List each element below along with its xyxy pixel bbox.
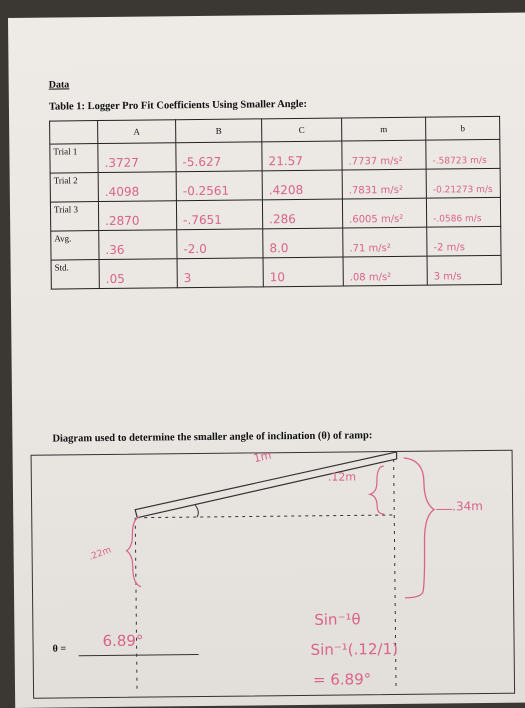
cell-value: .7831 m/s² [349,185,403,197]
ramp-length-label: 1m [252,449,272,466]
cell-value: .3727 [104,156,139,170]
row-label: Std. [51,260,99,290]
cell-value: .286 [269,212,296,226]
row-label: Trial 3 [50,202,98,232]
cell-value: -2 m/s [433,242,465,253]
table-row [51,226,501,260]
worksheet-page [8,13,525,708]
angle-arc [195,505,198,517]
cell-value: -5.627 [182,155,221,169]
cell-value: .7737 m/s² [348,156,402,168]
cell-value: 10 [270,270,285,284]
cell-value: .4098 [105,185,140,199]
header-cell-c: C [262,118,342,142]
low-end-vertical [135,518,137,690]
cell-value: -0.21273 m/s [433,185,493,196]
theta-label: θ = [53,643,67,654]
cell-value: -0.2561 [183,184,229,198]
header-cell [50,121,98,145]
cell-value: -.58723 m/s [432,156,486,167]
cell-value: .08 m/s² [350,272,392,283]
ramp-diagram-box [31,450,516,699]
cell-value: 3 [184,271,192,285]
cell-value: .6005 m/s² [349,214,403,226]
height-brace [404,458,435,598]
header-cell-b: B [176,119,262,143]
row-label: Trial 1 [50,144,98,174]
table-row [50,139,500,173]
cell-value: -2.0 [183,242,207,256]
table-row [50,168,500,202]
work-line-2: Sin⁻¹(.12/1) [311,640,398,659]
table-caption: Table 1: Logger Pro Fit Coefficients Using Smaller Angle: [49,99,307,113]
cell-value: .4208 [269,183,304,197]
diagram-caption: Diagram used to determine the smaller angle of inclination (θ) of ramp: [52,430,372,444]
header-cell-a: A [98,120,176,144]
work-line-1: Sin⁻¹θ [314,610,360,628]
cell-value: -.0586 m/s [433,214,481,225]
cell-value: 3 m/s [434,271,462,282]
base-brace [126,517,141,587]
cell-value: .2870 [105,214,140,228]
data-heading: Data [49,79,70,90]
cell-value: 21.57 [268,154,303,168]
cell-value: .71 m/s² [349,243,391,254]
header-cell-b-intercept: b [426,116,500,140]
coefficients-table [49,116,502,290]
table-row [50,197,500,231]
table-row [51,255,501,289]
theta-value: 6.89° [102,632,143,650]
rise-label: .12m [328,470,356,483]
ramp-diagram [32,451,515,698]
rise-brace [370,466,385,514]
row-label: Trial 2 [50,173,98,203]
cell-value: -.7651 [183,213,222,227]
base-line [137,515,394,518]
cell-value: 8.0 [269,241,288,255]
row-label: Avg. [51,231,99,261]
work-line-3: = 6.89° [313,670,371,689]
cell-value: .05 [106,272,125,286]
header-cell-m: m [342,117,426,141]
height-label: .34m [452,499,483,513]
cell-value: .36 [105,243,124,257]
base-label: .22m [88,545,113,562]
